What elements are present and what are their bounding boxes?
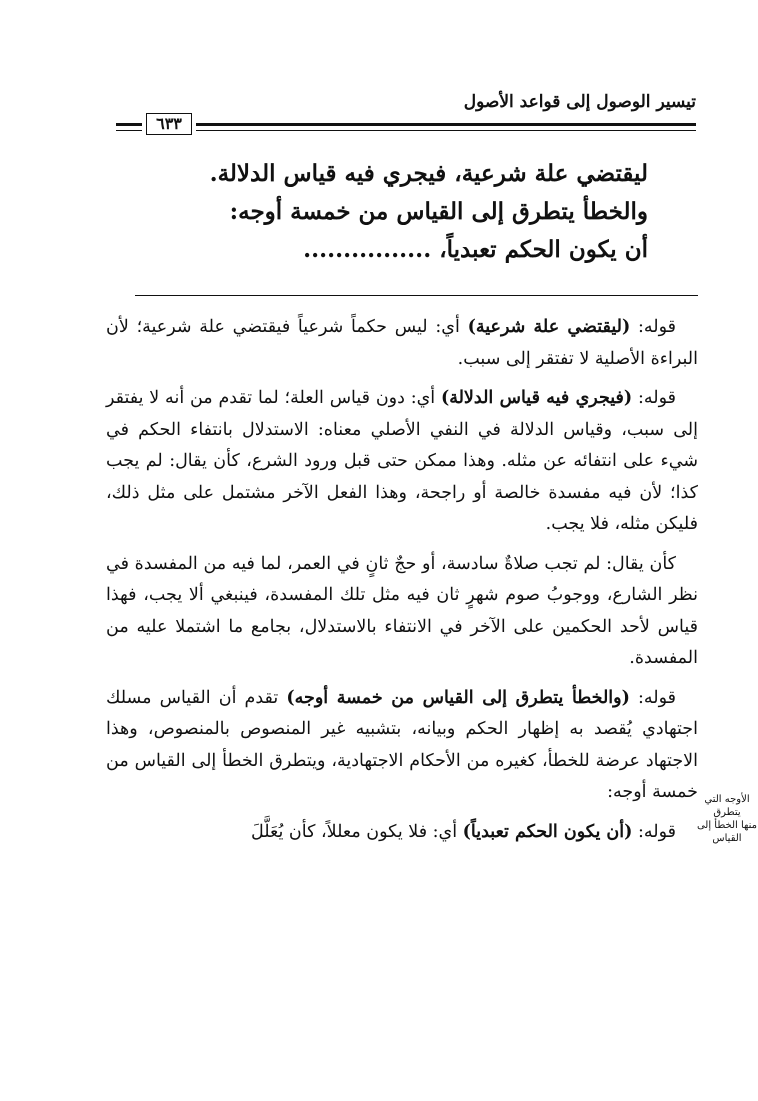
quoted-lemma: (والخطأ يتطرق إلى القياس من خمسة أوجه) [286, 687, 630, 708]
page-number: ٦٣٣ [146, 113, 192, 135]
running-title: تيسير الوصول إلى قواعد الأصول [463, 92, 696, 112]
main-text-line [128, 231, 648, 269]
ellipsis-dots: ................ [303, 236, 432, 263]
main-text-line: ليقتضي علة شرعية، فيجري فيه قياس الدلالة. [209, 160, 648, 187]
header-rule [196, 123, 696, 131]
text-separator-rule [135, 295, 698, 296]
quoted-lemma: (فيجري فيه قياس الدلالة) [440, 388, 633, 408]
quoted-lemma: (ليقتضي علة شرعية) [467, 317, 631, 337]
main-text [128, 155, 648, 269]
main-text-line-words: أن يكون الحكم تعبدياً، [439, 236, 648, 263]
commentary-paragraph [106, 683, 698, 809]
paragraph-text: أي: دون قياس العلة؛ لما تقدم من أنه لا يفتقر إلى سبب، وقياس الدلالة في النفي الأصلي معناه: الاستدلال بانتفاء الحكم في شيء على انتفائه عن مثله. وهذا ممكن حتى قبل ورود الشرع، كأن يقال: لم يجب كذا؛ لأن فيه مفسدة خالصة أو راجحة، وهذا الفعل الآخر مشتمل على مثل ذلك، فليكن مثله، فلا يجب. [106, 388, 698, 534]
quoted-lemma: (أن يكون الحكم تعبدياً) [462, 821, 633, 842]
margin-note-line: منها الخطأ إلى [696, 820, 758, 831]
paragraph-text: أي: فلا يكون معللاً، كأن يُعَلَّلَ [251, 821, 463, 842]
paragraph-text: كأن يقال: لم تجب صلاةٌ سادسة، أو حجٌ ثانٍ في العمر، لما فيه من المفسدة في نظر الشارع، ووجوبُ صوم شهرٍ ثان فيه مثل تلك المفسدة، فينبغي ألا يجب، فهذا قياس لأحد الحكمين على الآخر في الانتفاء بالاستدلال، بجامع ما اشتملا عليه من المفسدة. [106, 553, 698, 668]
margin-note-line: القياس [712, 833, 742, 844]
commentary-paragraph [106, 549, 698, 675]
commentary [106, 312, 698, 856]
main-text-line: والخطأ يتطرق إلى القياس من خمسة أوجه: [229, 198, 648, 225]
commentary-paragraph [106, 312, 698, 375]
paragraph-text: تقدم أن القياس مسلك اجتهادي يُقصد به إظهار الحكم وبيانه، بتشبيه غير المنصوص بالمنصوص، وهذا الاجتهاد عرضة للخطأ، كغيره من الأحكام الاجتهادية، ويتطرق الخطأ إلى القياس من خمسة أوجه: [106, 687, 698, 802]
margin-note-line: الأوجه التي يتطرق [704, 794, 750, 818]
lead-word: قوله: [632, 388, 676, 408]
margin-note [696, 793, 758, 845]
commentary-paragraph [106, 817, 698, 849]
lead-word: قوله: [630, 317, 676, 337]
header-rule-short [116, 123, 142, 131]
lead-word: قوله: [632, 821, 676, 842]
paragraph-text: أي: ليس حكماً شرعياً فيقتضي علة شرعية؛ لأن البراءة الأصلية لا تفتقر إلى سبب. [106, 317, 698, 369]
commentary-paragraph [106, 383, 698, 541]
lead-word: قوله: [629, 687, 676, 708]
